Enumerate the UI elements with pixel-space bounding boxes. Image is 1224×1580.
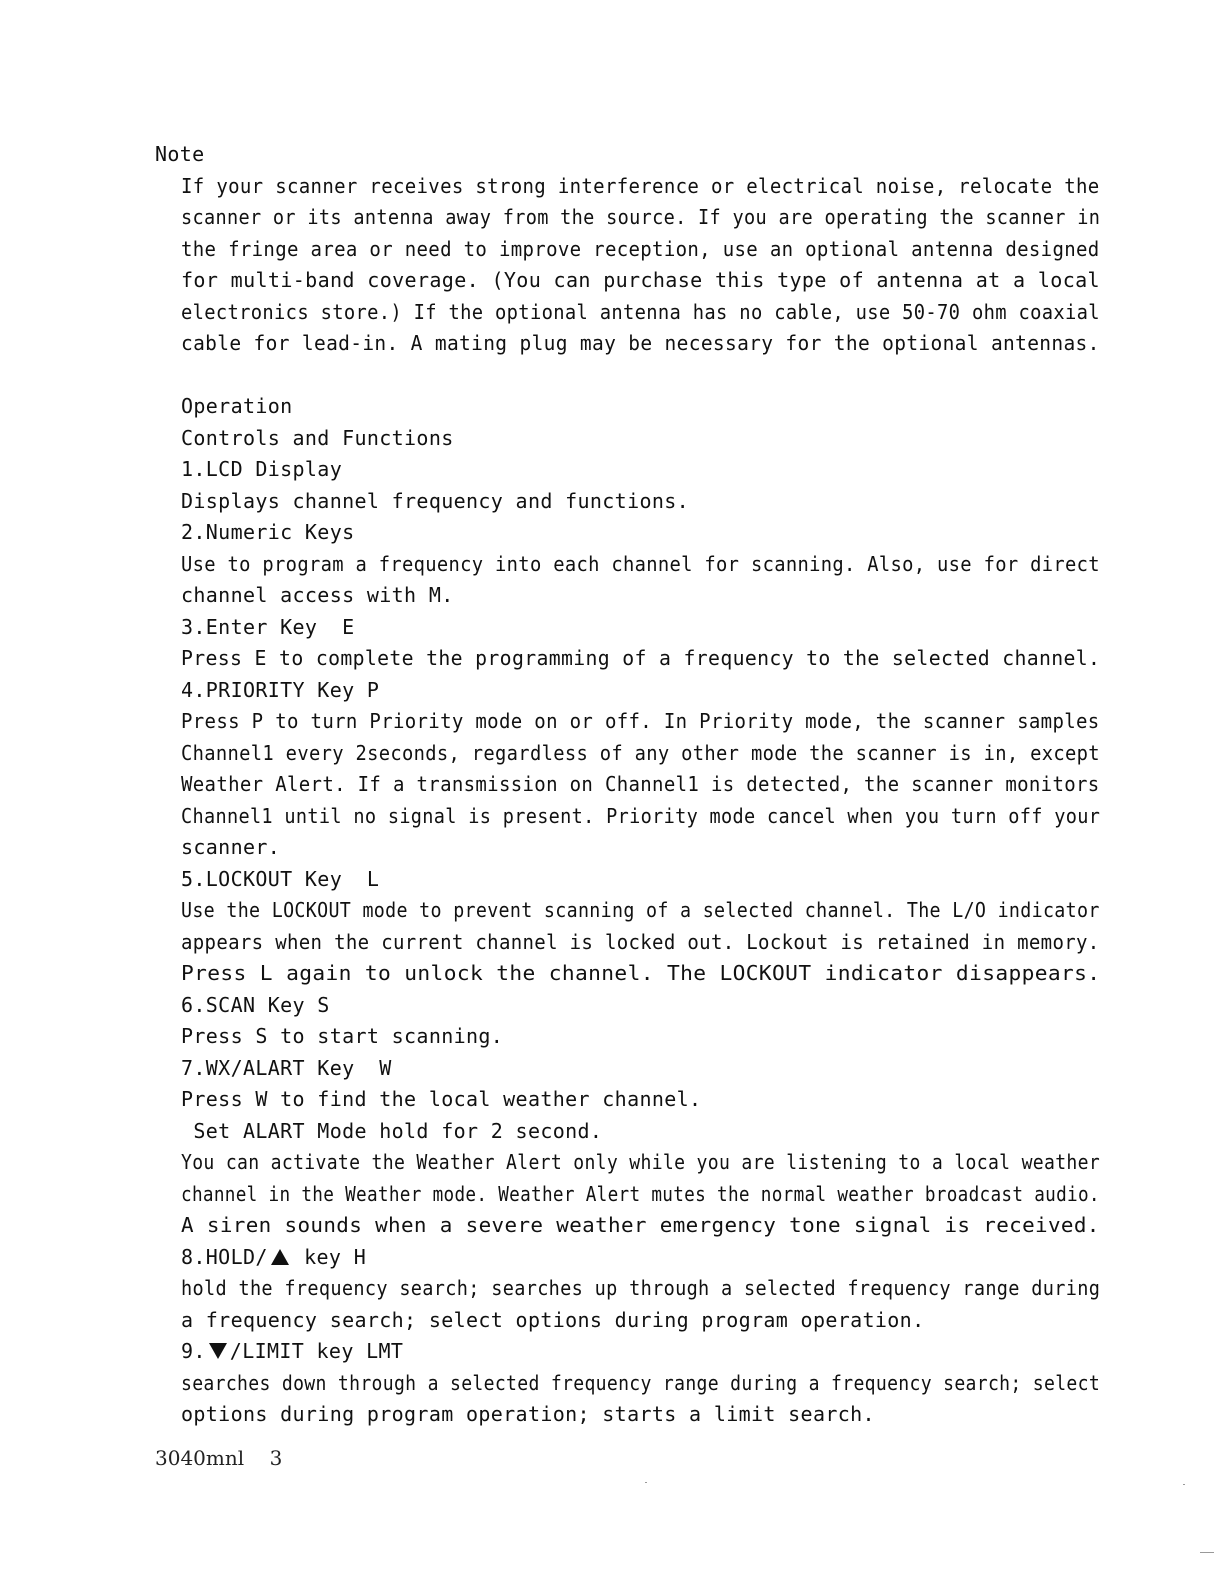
item-title-prefix: 9.	[181, 1339, 206, 1363]
footer-doc-id: 3040mnl	[155, 1446, 245, 1470]
item-body-line: Press L again to unlock the channel. The LOCKOUT indicator disappears.	[181, 961, 1101, 985]
item-body-line: hold the frequency search; searches up through a selected frequency range during	[181, 1276, 1101, 1300]
item-body-line: Use the LOCKOUT mode to prevent scanning of a selected channel. The L/O indicator	[181, 898, 1100, 922]
item-body-line: A siren sounds when a severe weather emergency tone signal is received.	[181, 1213, 1100, 1237]
item-title-prefix: 8.HOLD/	[181, 1244, 268, 1269]
item-body-line: Set ALART Mode hold for 2 second.	[181, 1118, 603, 1143]
item-body-line: Channel1 until no signal is present. Priority mode cancel when you turn off your	[181, 803, 1101, 828]
scan-speck	[1200, 1552, 1214, 1553]
item-body-line: Press W to find the local weather channel.	[181, 1087, 702, 1111]
page-footer	[155, 1446, 282, 1470]
item-body-line: channel in the Weather mode. Weather Alert mutes the normal weather broadcast audio.	[181, 1181, 1100, 1206]
up-triangle-icon	[271, 1249, 289, 1265]
note-heading: Note	[155, 142, 205, 166]
item-body-line: Channel1 every 2seconds, regardless of any other mode the scanner is in, except	[181, 740, 1100, 765]
note-line: scanner or its antenna away from the source. If you are operating the scanner in	[181, 205, 1101, 229]
item-body-line: You can activate the Weather Alert only while you are listening to a local weather	[181, 1150, 1101, 1174]
item-title	[181, 1245, 366, 1269]
note-line: cable for lead-in. A mating plug may be necessary for the optional antennas.	[181, 331, 1100, 355]
item-body-line: Press P to turn Priority mode on or off. In Priority mode, the scanner samples	[181, 709, 1100, 733]
note-line: the fringe area or need to improve reception, use an optional antenna designed	[181, 236, 1100, 261]
item-body-line: Displays channel frequency and functions.	[181, 488, 690, 513]
item-title: 6.SCAN Key S	[181, 992, 330, 1017]
down-triangle-icon	[209, 1343, 227, 1359]
item-body-line: scanner.	[181, 835, 281, 859]
controls-subheading: Controls and Functions	[181, 425, 454, 450]
item-title: 1.LCD Display	[181, 457, 343, 481]
item-title: 7.WX/ALART Key W	[181, 1055, 392, 1080]
footer-page-number: 3	[269, 1446, 283, 1470]
item-title-suffix: /LIMIT key LMT	[229, 1339, 404, 1363]
item-body-line: channel access with M.	[181, 583, 454, 607]
item-body-line: Press E to complete the programming of a frequency to the selected channel.	[181, 646, 1101, 670]
item-body-line: options during program operation; starts a limit search.	[181, 1402, 875, 1426]
item-title	[181, 1339, 403, 1363]
item-title: 3.Enter Key E	[181, 614, 355, 639]
note-line: If your scanner receives strong interference or electrical noise, relocate the	[181, 173, 1100, 198]
operation-heading: Operation	[181, 394, 293, 418]
item-title: 4.PRIORITY Key P	[181, 677, 380, 702]
item-body-line: Press S to start scanning.	[181, 1024, 504, 1048]
note-line: for multi-band coverage. (You can purchase this type of antenna at a local	[181, 268, 1100, 292]
item-body-line: searches down through a selected frequency range during a frequency search; select	[181, 1370, 1101, 1395]
note-line: electronics store.) If the optional antenna has no cable, use 50-70 ohm coaxial	[181, 299, 1100, 324]
item-body-line: appears when the current channel is locked out. Lockout is retained in memory.	[181, 929, 1100, 954]
item-title-suffix: key H	[291, 1244, 367, 1269]
scan-speck	[645, 1482, 647, 1483]
item-body-line: a frequency search; select options during program operation.	[181, 1307, 925, 1332]
scan-speck	[1183, 1484, 1185, 1485]
item-body-line: Use to program a frequency into each channel for scanning. Also, use for direct	[181, 551, 1100, 576]
item-title: 5.LOCKOUT Key L	[181, 866, 380, 891]
item-body-line: Weather Alert. If a transmission on Channel1 is detected, the scanner monitors	[181, 772, 1100, 796]
item-title: 2.Numeric Keys	[181, 520, 355, 544]
